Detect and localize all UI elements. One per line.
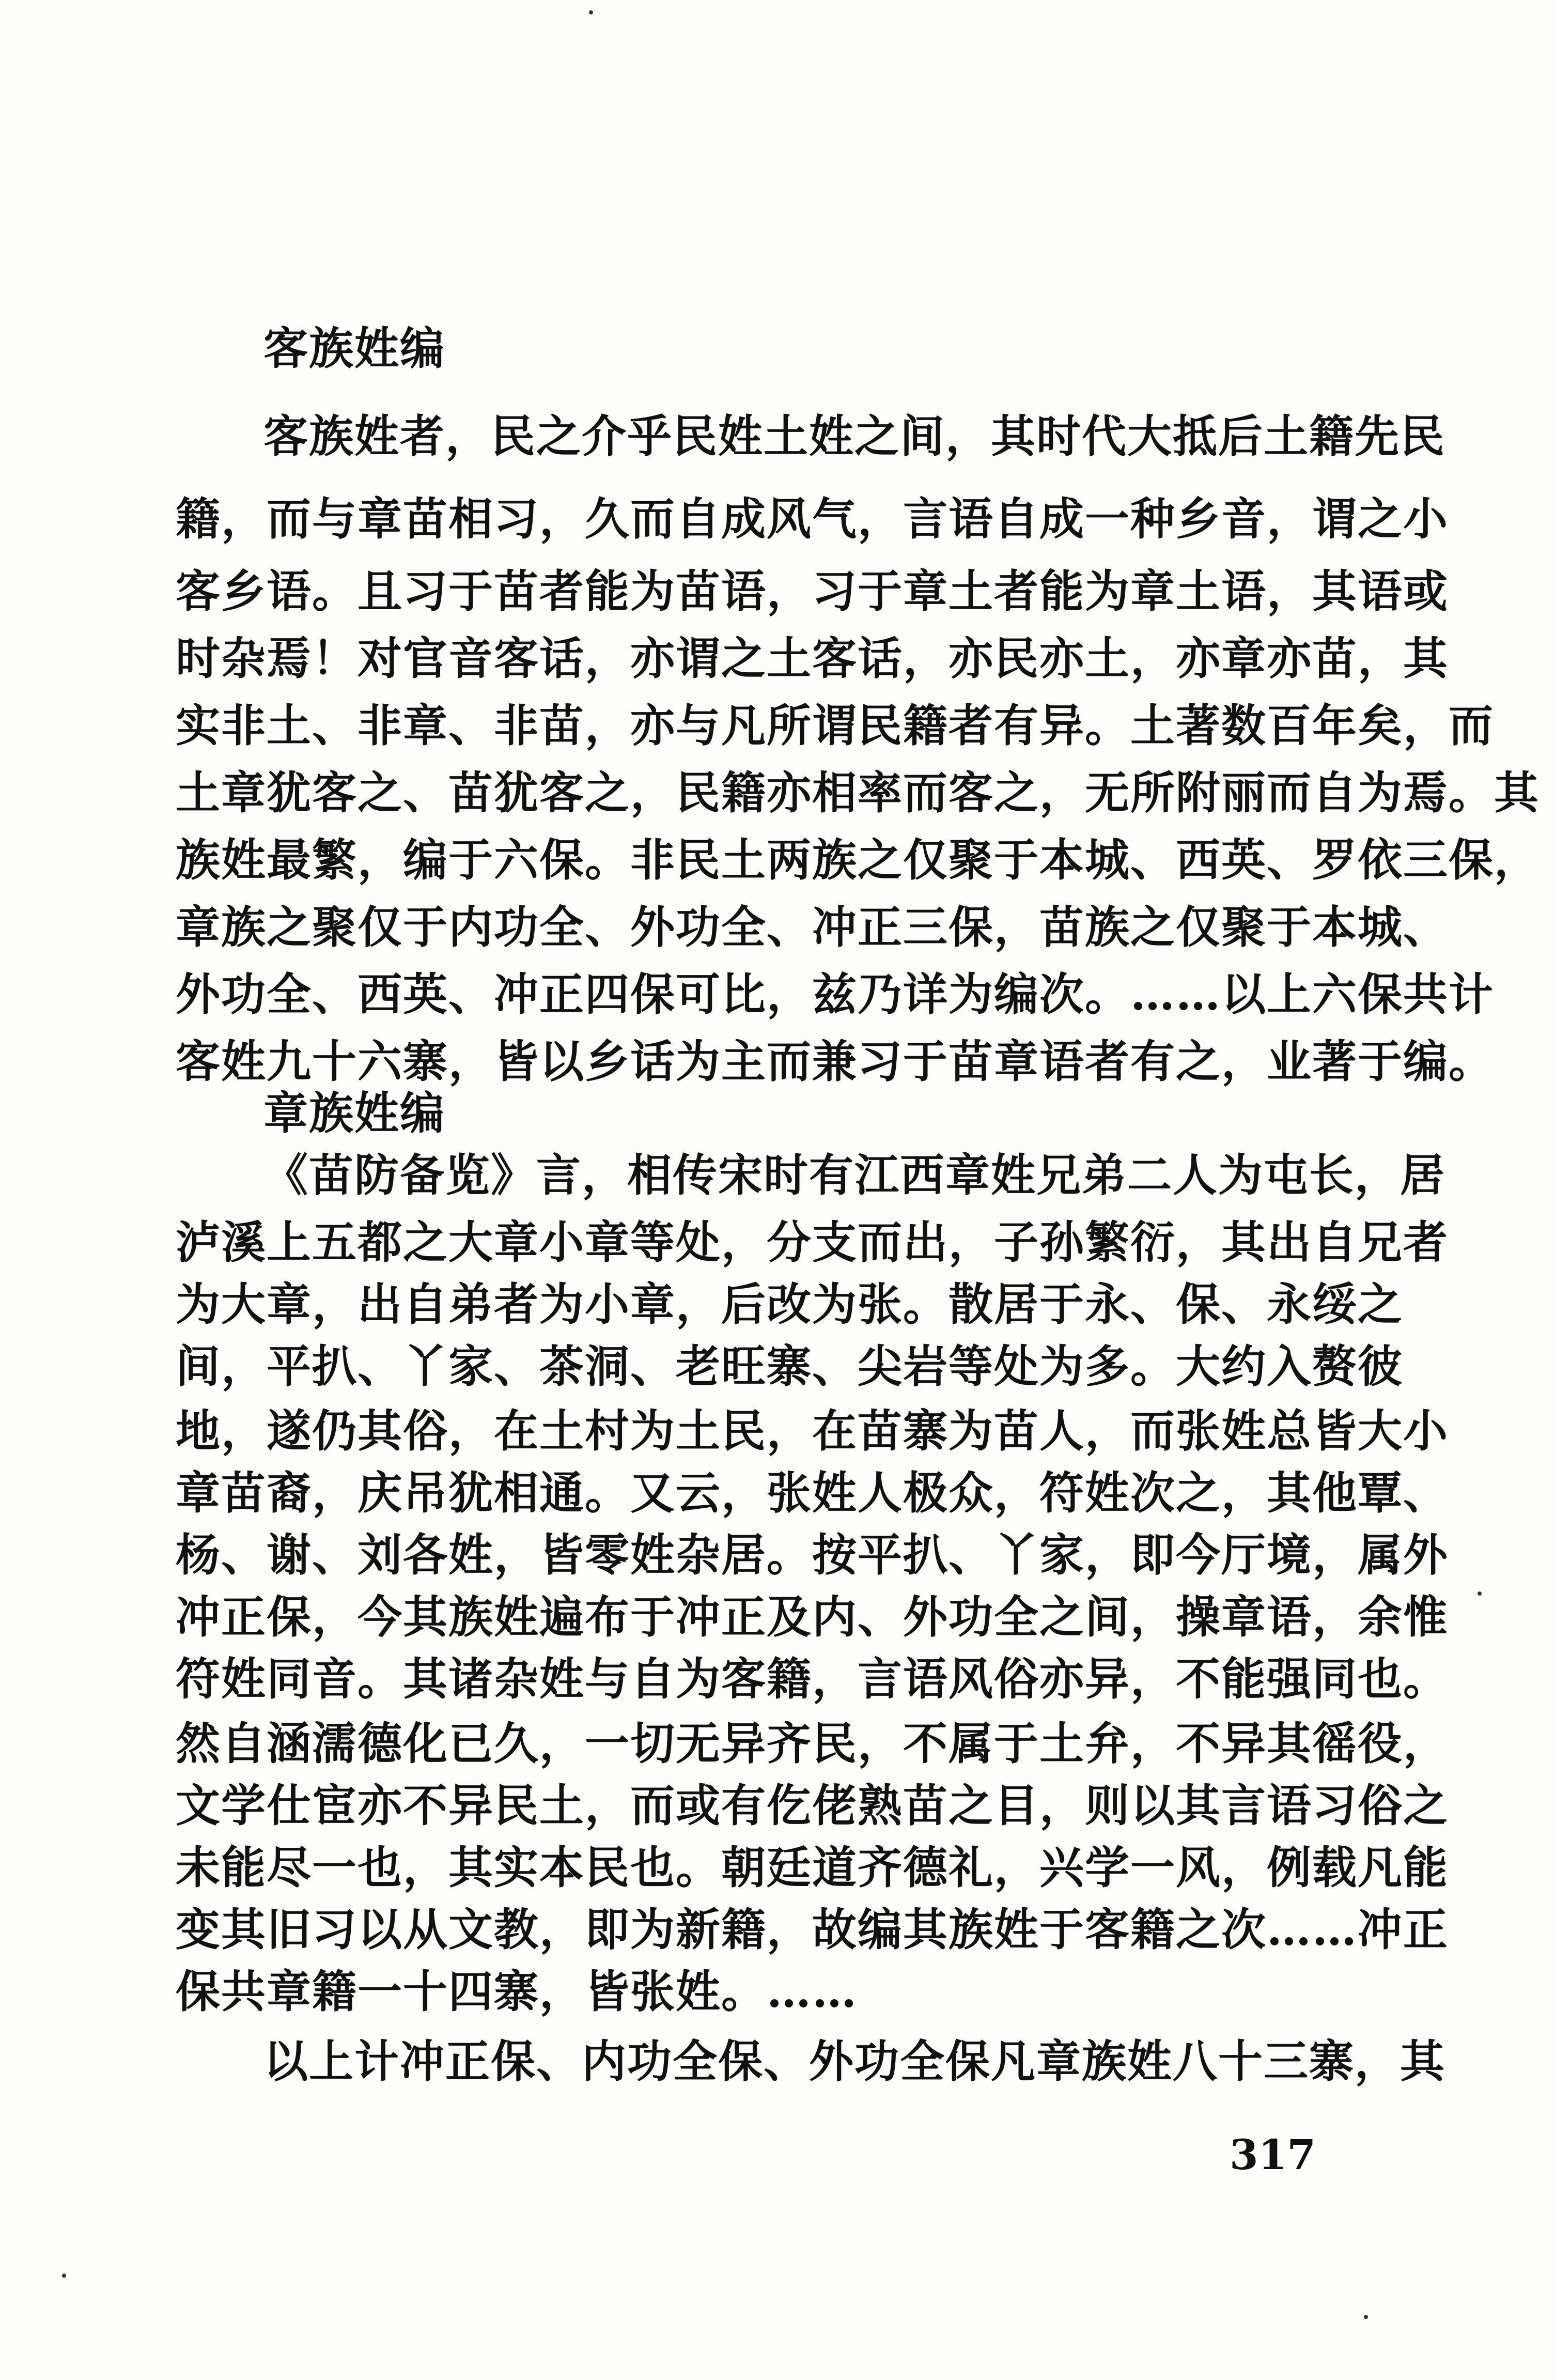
text-line: 未能尽一也，其实本民也。朝廷道齐德礼，兴学一风，例载凡能	[176, 1842, 1449, 1894]
text-line: 籍，而与章苗相习，久而自成风气，言语自成一种乡音，谓之小	[176, 493, 1449, 545]
text-line: 为大章，出自弟者为小章，后改为张。散居于永、保、永绥之	[176, 1278, 1403, 1331]
page-number: 317	[1230, 2130, 1316, 2179]
scan-speck	[589, 10, 593, 14]
section-heading-zhangzu: 章族姓编	[263, 1087, 445, 1139]
text-line: 泸溪上五都之大章小章等处，分支而出，子孙繁衍，其出自兄者	[176, 1216, 1449, 1269]
text-line: 外功全、西英、冲正四保可比，兹乃详为编次。……以上六保共计	[176, 968, 1494, 1021]
text-line: 保共章籍一十四寨，皆张姓。……	[176, 1966, 858, 2018]
text-line: 杨、谢、刘各姓，皆零姓杂居。按平扒、丫家，即今厅境，属外	[176, 1529, 1449, 1581]
text-line: 土章犹客之、苗犹客之，民籍亦相率而客之，无所附丽而自为焉。其	[176, 767, 1540, 819]
text-line: 章苗裔，庆吊犹相通。又云，张姓人极众，符姓次之，其他覃、	[176, 1467, 1449, 1519]
text-line: 以上计冲正保、内功全保、外功全保凡章族姓八十三寨，其	[263, 2035, 1445, 2088]
text-line: 《苗防备览》言，相传宋时有江西章姓兄弟二人为屯长，居	[263, 1149, 1445, 1201]
text-line: 实非土、非章、非苗，亦与凡所谓民籍者有异。土著数百年矣，而	[176, 700, 1494, 752]
text-line: 客姓九十六寨，皆以乡话为主而兼习于苗章语者有之，业著于编。	[176, 1036, 1494, 1088]
text-line: 然自涵濡德化已久，一切无异齐民，不属于土弁，不异其徭役，	[176, 1718, 1449, 1770]
scan-speck	[1364, 2315, 1368, 2319]
text-line: 族姓最繁，编于六保。非民土两族之仅聚于本城、西英、罗依三保，	[176, 834, 1540, 886]
text-line: 地，遂仍其俗，在土村为土民，在苗寨为苗人，而张姓总皆大小	[176, 1405, 1449, 1457]
text-line: 文学仕宦亦不异民土，而或有仡佬熟苗之目，则以其言语习俗之	[176, 1780, 1449, 1832]
text-line: 间，平扒、丫家、茶洞、老旺寨、尖岩等处为多。大约入赘彼	[176, 1340, 1403, 1393]
text-line: 客族姓者，民之介乎民姓土姓之间，其时代大抵后土籍先民	[263, 410, 1445, 462]
text-line: 客乡语。且习于苗者能为苗语，习于章土者能为章土语，其语或	[176, 565, 1449, 617]
text-line: 冲正保，今其族姓遍布于冲正及内、外功全之间，操章语，余惟	[176, 1591, 1449, 1643]
text-line: 变其旧习以从文教，即为新籍，故编其族姓于客籍之次……冲正	[176, 1904, 1449, 1956]
text-line: 时杂焉！对官音客话，亦谓之土客话，亦民亦土，亦章亦苗，其	[176, 632, 1449, 685]
text-line: 符姓同音。其诸杂姓与自为客籍，言语风俗亦异，不能强同也。	[176, 1653, 1449, 1705]
text-line: 章族之聚仅于内功全、外功全、冲正三保，苗族之仅聚于本城、	[176, 901, 1449, 953]
scan-speck	[1478, 1591, 1482, 1596]
scan-speck	[62, 2274, 66, 2278]
section-heading-kezu: 客族姓编	[263, 322, 445, 375]
